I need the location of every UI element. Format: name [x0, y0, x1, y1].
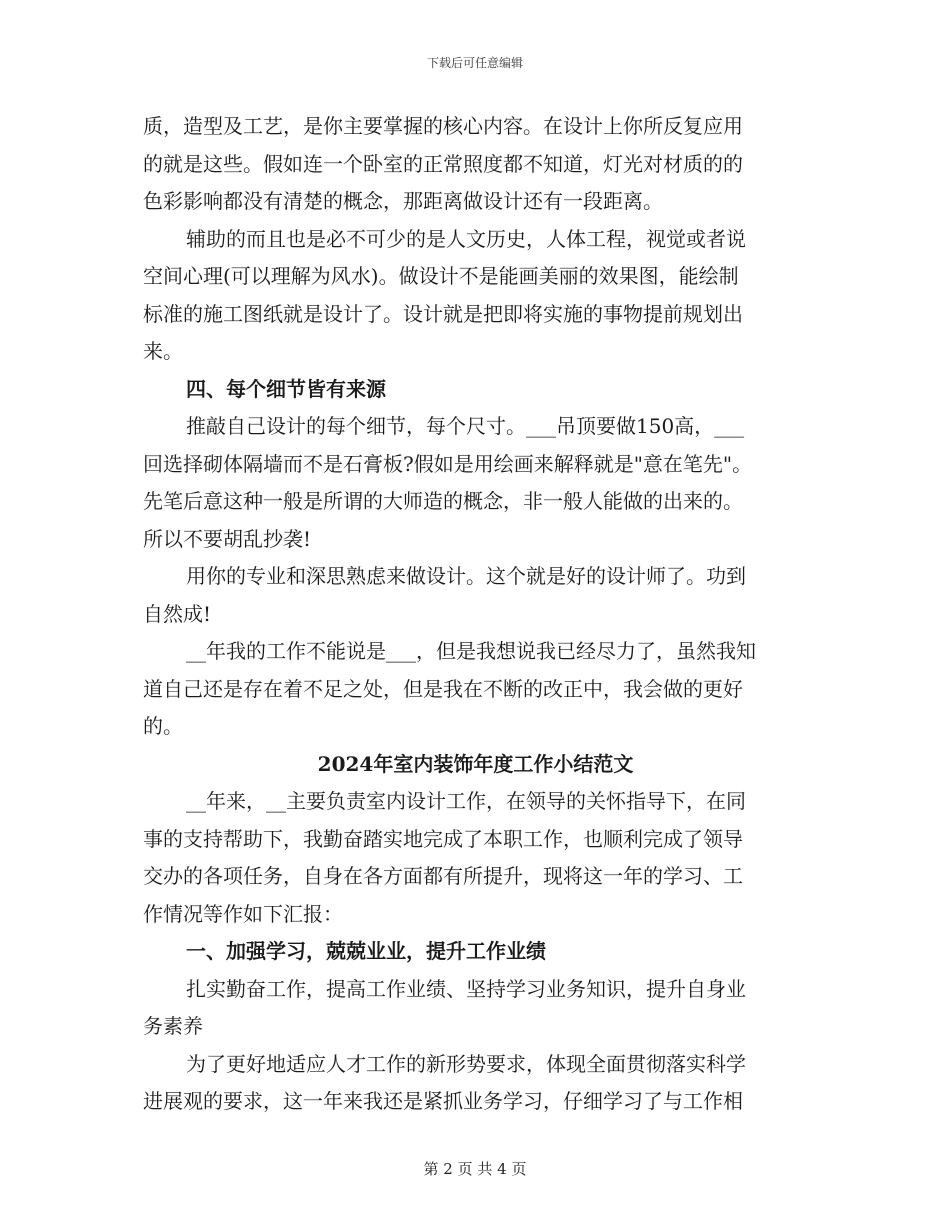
document-title: 2024年室内装饰年度工作小结范文 [317, 751, 634, 776]
paragraph-start: __年我的工作不能说是___，但是我想说我已经尽力了，虽然我知 [186, 639, 756, 663]
paragraph-start: 用你的专业和深思熟虑来做设计。这个就是好的设计师了。功到 [186, 564, 746, 588]
text-line: 色彩影响都没有清楚的概念，那距离做设计还有一段距离。 [143, 189, 663, 213]
text-line: 空间心理(可以理解为风水)。做设计不是能画美丽的效果图，能绘制 [143, 264, 739, 288]
text-line: 道自己还是存在着不足之处，但是我在不断的改正中，我会做的更好 [143, 676, 743, 701]
text-line: 来。 [143, 339, 183, 363]
paragraph-start: 为了更好地适应人才工作的新形势要求，体现全面贯彻落实科学 [186, 1051, 746, 1076]
paragraph-start: 辅助的而且也是必不可少的是人文历史，人体工程，视觉或者说 [186, 226, 746, 251]
text-line: 进展观的要求，这一年来我还是紧抓业务学习，仔细学习了与工作相 [143, 1089, 743, 1113]
text-line: 先笔后意这种一般是所谓的大师造的概念，非一般人能做的出来的。 [143, 489, 743, 513]
text-line: 自然成! [143, 601, 212, 626]
text-line: 作情况等作如下汇报： [143, 901, 343, 926]
text-line: 的。 [143, 714, 183, 738]
section-heading: 一、加强学习，兢兢业业，提升工作业绩 [186, 939, 546, 963]
text-line: 回选择砌体隔墙而不是石膏板?假如是用绘画来解释就是"意在笔先"。 [143, 451, 753, 476]
section-heading: 四、每个细节皆有来源 [186, 376, 386, 401]
document-body [143, 108, 808, 1121]
page-number: 第 2 页 共 4 页 [423, 1160, 527, 1178]
paragraph-start: 扎实勤奋工作，提高工作业绩、坚持学习业务知识，提升自身业 [186, 976, 746, 1001]
paragraph-start: __年来，__主要负责室内设计工作，在领导的关怀指导下，在同 [186, 789, 746, 813]
text-line: 质，造型及工艺，是你主要掌握的核心内容。在设计上你所反复应用 [143, 114, 743, 138]
text-line: 标准的施工图纸就是设计了。设计就是把即将实施的事物提前规划出 [143, 301, 743, 326]
text-line: 交办的各项任务，自身在各方面都有所提升，现将这一年的学习、工 [143, 864, 743, 888]
header-note: 下载后可任意编辑 [426, 56, 523, 70]
text-line: 事的支持帮助下，我勤奋踏实地完成了本职工作，也顺利完成了领导 [143, 826, 743, 851]
text-line: 务素养 [143, 1014, 203, 1038]
text-line: 的就是这些。假如连一个卧室的正常照度都不知道，灯光对材质的的 [143, 151, 743, 176]
text-line: 所以不要胡乱抄袭! [143, 526, 312, 551]
paragraph-start: 推敲自己设计的每个细节，每个尺寸。___吊顶要做150高，___ [186, 414, 745, 438]
